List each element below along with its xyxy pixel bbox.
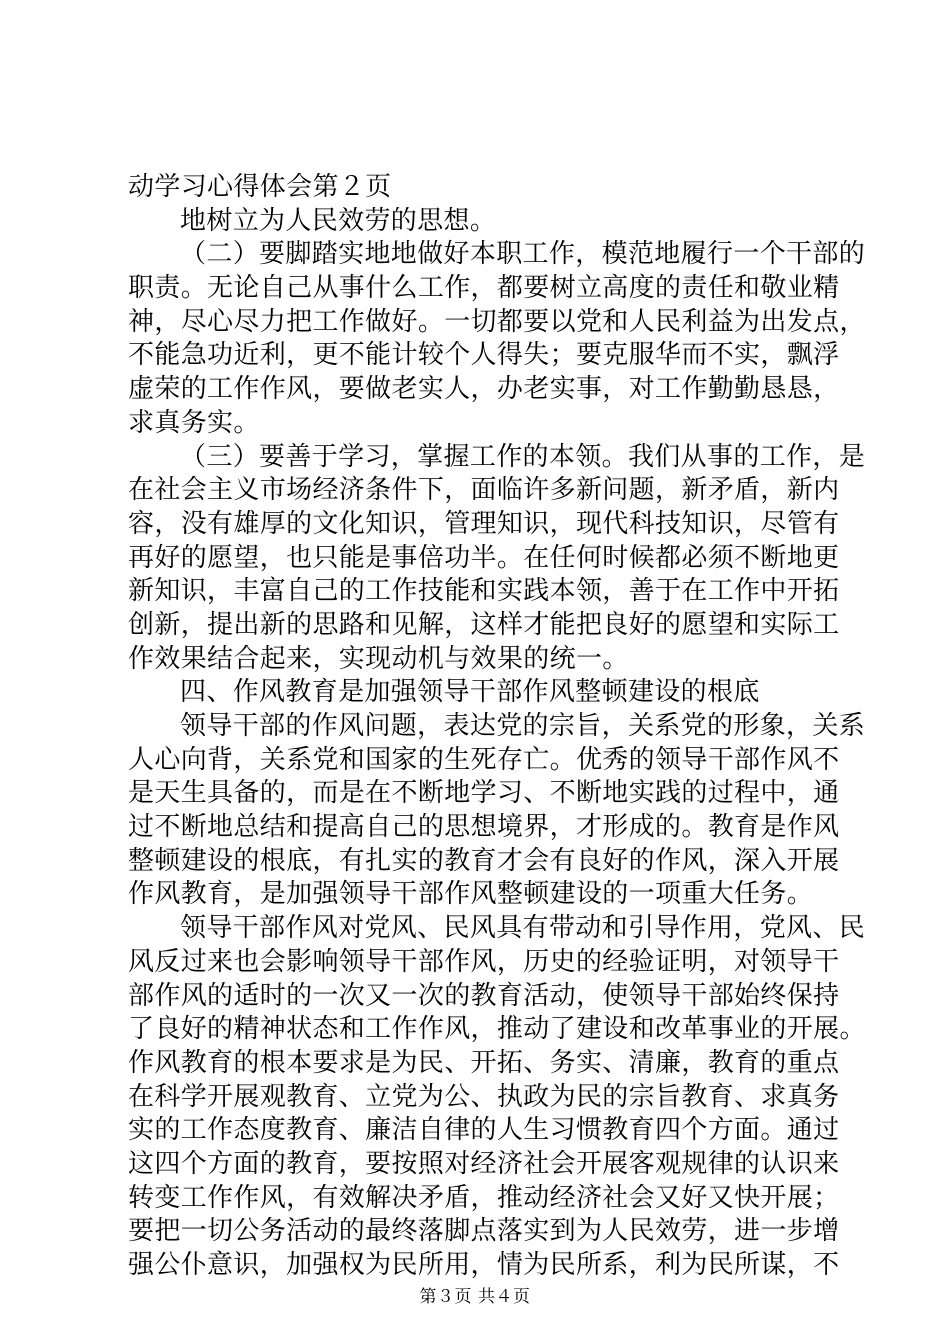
text-line: 在科学开展观教育、立党为公、执政为民的宗旨教育、求真务	[128, 1081, 840, 1112]
text-line: 神，尽心尽力把工作做好。一切都要以党和人民利益为出发点，	[128, 306, 866, 337]
page-footer: 第３页 共４页	[419, 1287, 531, 1307]
text-line: 这四个方面的教育，要按照对经济社会开展客观规律的认识来	[128, 1148, 840, 1179]
text-line: 地树立为人民效劳的思想。	[180, 205, 497, 236]
text-line: 虚荣的工作作风，要做老实人，办老实事，对工作勤勤恳恳，	[128, 374, 840, 405]
text-line: 领导干部作风对党风、民风具有带动和引导作用，党风、民	[180, 913, 866, 944]
text-line: 实的工作态度教育、廉洁自律的人生习惯教育四个方面。通过	[128, 1115, 840, 1146]
text-line: 部作风的适时的一次又一次的教育活动，使领导干部始终保持	[128, 980, 840, 1011]
text-line: 转变工作作风，有效解决矛盾，推动经济社会又好又快开展；	[128, 1182, 840, 1213]
text-line: 不能急功近利，更不能计较个人得失；要克服华而不实，飘浮	[128, 340, 840, 371]
text-line: 人心向背，关系党和国家的生死存亡。优秀的领导干部作风不	[128, 744, 840, 775]
text-line: 风反过来也会影响领导干部作风，历史的经验证明，对领导干	[128, 946, 840, 977]
document-body	[128, 171, 866, 1283]
text-line: 作风教育的根本要求是为民、开拓、务实、清廉，教育的重点	[128, 1047, 840, 1078]
text-line: 在社会主义市场经济条件下，面临许多新问题，新矛盾，新内	[128, 475, 840, 506]
text-line: 了良好的精神状态和工作作风，推动了建设和改革事业的开展。	[128, 1014, 866, 1045]
text-line: 领导干部的作风问题，表达党的宗旨，关系党的形象，关系	[180, 711, 866, 741]
text-line: 求真务实。	[128, 407, 260, 438]
text-line: 强公仆意识，加强权为民所用，情为民所系，利为民所谋，不	[128, 1250, 840, 1280]
text-line: 再好的愿望，也只能是事倍功半。在任何时候都必须不断地更	[128, 542, 840, 573]
text-line: 作效果结合起来，实现动机与效果的统一。	[128, 643, 629, 674]
text-line: 是天生具备的，而是在不断地学习、不断地实践的过程中，通	[128, 778, 840, 809]
text-line: 过不断地总结和提高自己的思想境界，才形成的。教育是作风	[128, 812, 840, 843]
text-line: （三）要善于学习，掌握工作的本领。我们从事的工作，是	[180, 441, 866, 472]
text-line: 新知识，丰富自己的工作技能和实践本领，善于在工作中开拓	[128, 576, 840, 607]
text-line: 容，没有雄厚的文化知识，管理知识，现代科技知识，尽管有	[128, 508, 840, 539]
text-line: 整顿建设的根底，有扎实的教育才会有良好的作风，深入开展	[128, 845, 840, 876]
text-line: 创新，提出新的思路和见解，这样才能把良好的愿望和实际工	[128, 609, 840, 640]
text-line: 四、作风教育是加强领导干部作风整顿建设的根底	[180, 677, 760, 708]
text-line: （二）要脚踏实地地做好本职工作，模范地履行一个干部的	[180, 239, 866, 270]
text-line: 作风教育，是加强领导干部作风整顿建设的一项重大任务。	[128, 879, 814, 910]
text-line: 动学习心得体会第２页	[128, 172, 392, 202]
text-line: 职责。无论自己从事什么工作，都要树立高度的责任和敬业精	[128, 273, 840, 304]
text-line: 要把一切公务活动的最终落脚点落实到为人民效劳，进一步增	[128, 1216, 840, 1247]
